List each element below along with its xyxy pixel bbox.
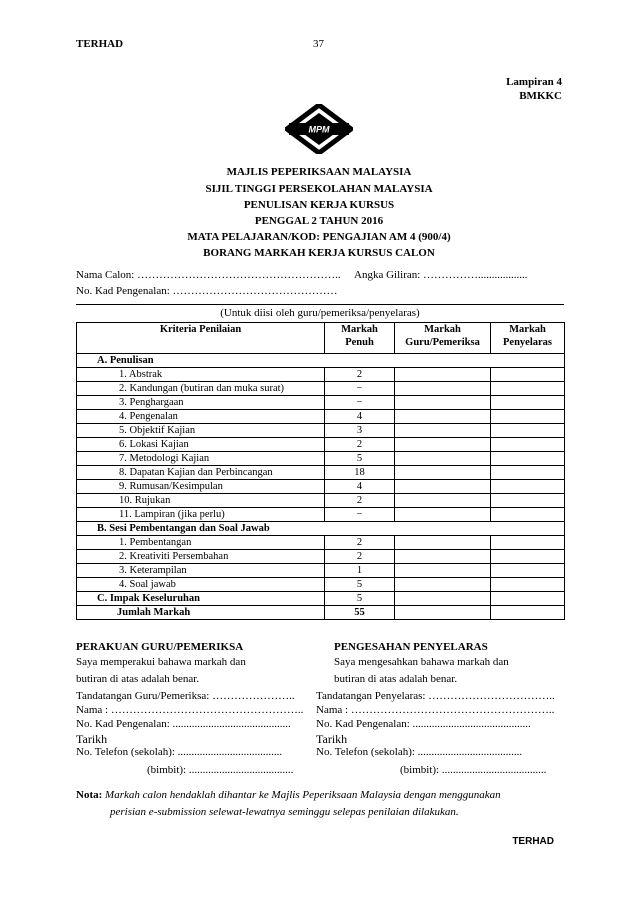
coordinator-cell[interactable] [491,438,565,452]
table-row [77,508,565,522]
coordinator-cell[interactable] [491,550,565,564]
full-mark-cell: 1 [325,564,395,578]
criteria-cell: 1. Pembentangan [77,536,325,550]
full-mark-cell: − [325,396,395,410]
full-mark-cell: 2 [325,438,395,452]
full-mark-cell: 2 [325,536,395,550]
coordinator-signature-field[interactable]: Tandatangan Penyelaras: …………………………….. [316,690,555,702]
examiner-cell[interactable] [395,564,491,578]
col-examiner-marks: Markah Guru/Pemeriksa [395,323,491,354]
coordinator-cell[interactable] [491,424,565,438]
full-mark-cell: 5 [325,578,395,592]
section-a-row: A. Penulisan [77,354,565,368]
table-row [77,424,565,438]
table-row [77,466,565,480]
coordinator-cell[interactable] [491,480,565,494]
examiner-cell[interactable] [395,410,491,424]
title-3: PENULISAN KERJA KURSUS [243,199,395,211]
table-header-row [77,323,565,354]
lampiran-label: Lampiran 4 [506,76,562,88]
full-mark-cell: 5 [325,452,395,466]
declaration-right-title: PENGESAHAN PENYELARAS [334,641,488,653]
coordinator-date-field[interactable]: Tarikh [316,732,348,746]
criteria-cell: 2. Kreativiti Persembahan [77,550,325,564]
criteria-cell: 5. Objektif Kajian [77,424,325,438]
criteria-cell: 9. Rumusan/Kesimpulan [77,480,325,494]
divider [76,304,564,305]
full-mark-cell: 18 [325,466,395,480]
coordinator-cell[interactable] [491,396,565,410]
svg-text:MPM: MPM [308,124,330,135]
col-full-marks: Markah Penuh [325,323,395,354]
footer-terhad: TERHAD [512,836,554,847]
examiner-cell[interactable] [395,550,491,564]
declaration-right-line2: butiran di atas adalah benar. [334,673,458,685]
declaration-right-line1: Saya mengesahkan bahawa markah dan [334,656,509,668]
declaration-left-line1: Saya memperakui bahawa markah dan [76,656,246,668]
coordinator-cell[interactable] [491,466,565,480]
examiner-phone-school-field[interactable]: No. Telefon (sekolah): ...................................... [76,746,283,758]
examiner-cell[interactable] [395,396,491,410]
full-mark-cell: 2 [325,494,395,508]
table-row [77,382,565,396]
full-mark-cell: − [325,382,395,396]
footnote: Nota: Markah calon hendaklah dihantar ke Majlis Peperiksaan Malaysia dengan menggunakan [76,789,501,801]
coordinator-phone-school-field[interactable]: No. Telefon (sekolah): ...................................... [316,746,523,758]
page-number: 37 [313,38,324,50]
coordinator-cell[interactable] [491,592,565,606]
full-mark-cell: 3 [325,424,395,438]
examiner-cell[interactable] [395,606,491,620]
coordinator-name-field[interactable]: Nama : ……………………………………………….. [316,704,555,716]
table-row [77,368,565,382]
table-row [77,564,565,578]
marks-table [76,322,565,620]
coordinator-cell[interactable] [491,494,565,508]
title-1: MAJLIS PEPERIKSAAN MALAYSIA [226,166,412,178]
col-coordinator-marks: Markah Penyelaras [491,323,565,354]
examiner-cell[interactable] [395,480,491,494]
declaration-left-title: PERAKUAN GURU/PEMERIKSA [76,641,244,653]
examiner-cell[interactable] [395,368,491,382]
table-row [77,550,565,564]
mpm-logo-icon [285,104,353,154]
coordinator-ic-field[interactable]: No. Kad Pengenalan: ........................................... [316,718,531,730]
examiner-name-field[interactable]: Nama : …………………………………………….. [76,704,304,716]
examiner-cell[interactable] [395,438,491,452]
examiner-cell[interactable] [395,508,491,522]
examiner-ic-field[interactable]: No. Kad Pengenalan: ........................................... [76,718,291,730]
examiner-cell[interactable] [395,382,491,396]
section-c-row: C. Impak Keseluruhan 5 [77,592,565,606]
coordinator-cell[interactable] [491,606,565,620]
full-mark-cell: 4 [325,480,395,494]
section-b-row: B. Sesi Pembentangan dan Soal Jawab [77,522,565,536]
full-mark-cell: 2 [325,550,395,564]
examiner-cell[interactable] [395,466,491,480]
title-6: BORANG MARKAH KERJA KURSUS CALON [203,247,435,259]
fill-note: (Untuk diisi oleh guru/pemeriksa/penyelaras) [220,307,420,319]
col-criteria: Kriteria Penilaian [77,323,325,354]
full-mark-cell: 4 [325,410,395,424]
full-mark-cell: 2 [325,368,395,382]
examiner-cell[interactable] [395,494,491,508]
examiner-cell[interactable] [395,592,491,606]
criteria-cell: 4. Pengenalan [77,410,325,424]
candidate-name-field[interactable]: Nama Calon: ……………………………………………….. [76,269,341,281]
criteria-cell: 3. Keterampilan [77,564,325,578]
table-row [77,438,565,452]
coordinator-cell[interactable] [491,508,565,522]
criteria-cell: 8. Dapatan Kajian dan Perbincangan [77,466,325,480]
criteria-cell: 1. Abstrak [77,368,325,382]
table-row [77,494,565,508]
table-row [77,480,565,494]
examiner-signature-field[interactable]: Tandatangan Guru/Pemeriksa: ………………….. [76,690,295,702]
examiner-cell[interactable] [395,578,491,592]
criteria-cell: 7. Metodologi Kajian [77,452,325,466]
coordinator-cell[interactable] [491,410,565,424]
examiner-cell[interactable] [395,424,491,438]
coordinator-cell[interactable] [491,578,565,592]
table-row [77,578,565,592]
criteria-cell: 2. Kandungan (butiran dan muka surat) [77,382,325,396]
table-row [77,396,565,410]
table-row [77,452,565,466]
coordinator-cell[interactable] [491,368,565,382]
coordinator-cell[interactable] [491,382,565,396]
header-terhad: TERHAD [76,38,124,50]
candidate-turn-field[interactable]: Angka Giliran: …………….................. [354,269,528,281]
title-5: MATA PELAJARAN/KOD: PENGAJIAN AM 4 (900/4) [187,231,451,243]
table-row [77,410,565,424]
footnote-line2: perisian e-submission selewat-lewatnya seminggu selepas penilaian dilakukan. [110,806,459,818]
coordinator-cell[interactable] [491,564,565,578]
full-mark-cell: − [325,508,395,522]
examiner-phone-mobile-field[interactable]: (bimbit): ...................................... [147,764,294,776]
coordinator-cell[interactable] [491,536,565,550]
criteria-cell: 4. Soal jawab [77,578,325,592]
criteria-cell: 6. Lokasi Kajian [77,438,325,452]
criteria-cell: 11. Lampiran (jika perlu) [77,508,325,522]
bmkkc-label: BMKKC [519,90,562,102]
total-row: Jumlah Markah 55 [77,606,565,620]
coordinator-phone-mobile-field[interactable]: (bimbit): ...................................... [400,764,547,776]
criteria-cell: 3. Penghargaan [77,396,325,410]
candidate-ic-field[interactable]: No. Kad Pengenalan: ……………………………………… [76,285,338,297]
coordinator-cell[interactable] [491,452,565,466]
examiner-cell[interactable] [395,452,491,466]
criteria-cell: 10. Rujukan [77,494,325,508]
table-row [77,536,565,550]
declaration-left-line2: butiran di atas adalah benar. [76,673,200,685]
title-4: PENGGAL 2 TAHUN 2016 [254,215,384,227]
examiner-cell[interactable] [395,536,491,550]
title-2: SIJIL TINGGI PERSEKOLAHAN MALAYSIA [205,183,433,195]
examiner-date-field[interactable]: Tarikh [76,732,108,746]
